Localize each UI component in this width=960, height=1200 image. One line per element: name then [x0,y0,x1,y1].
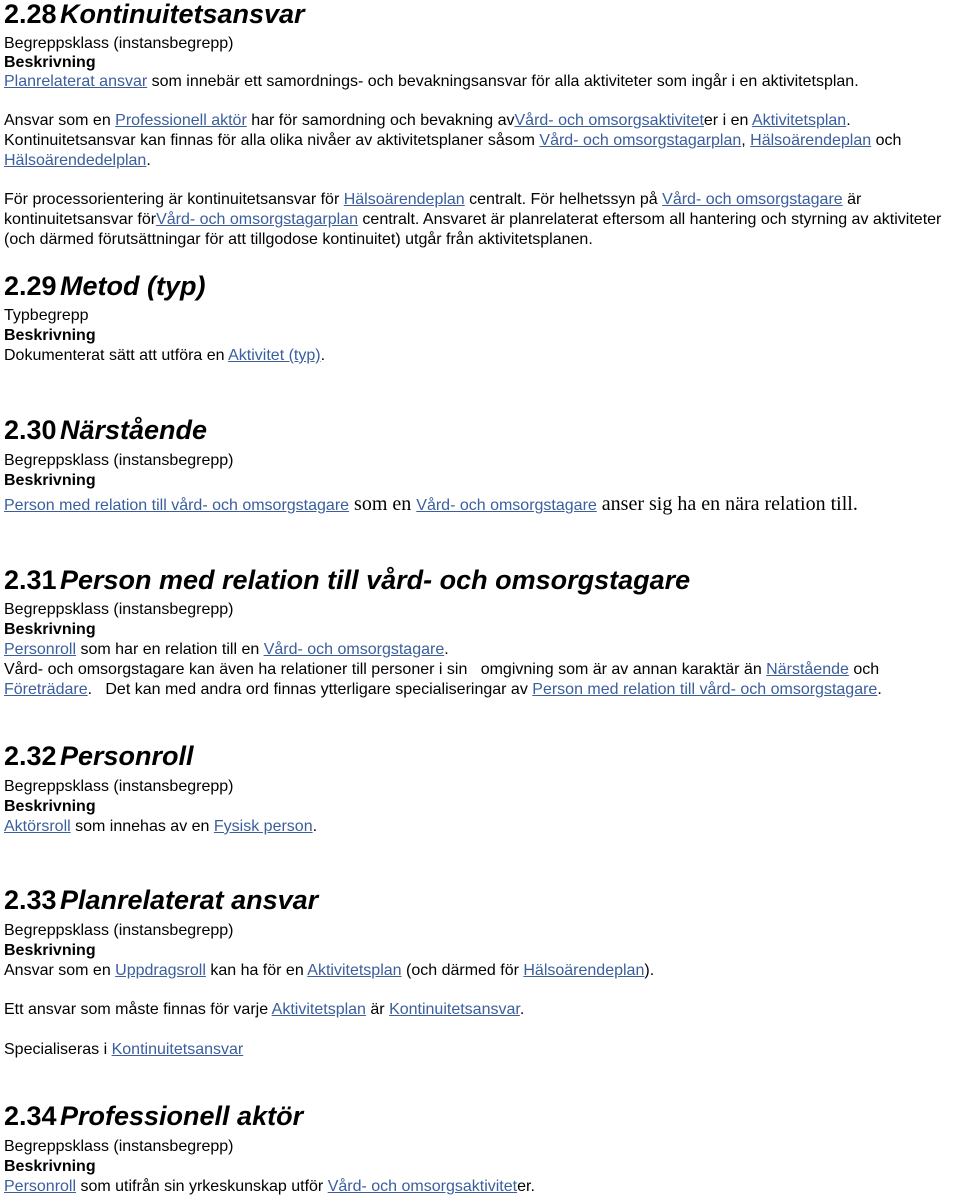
link-kontinuitetsansvar[interactable]: Kontinuitetsansvar [111,1041,244,1058]
concept-class: Begreppsklass (instansbegrepp) [4,778,234,795]
description-label: Beskrivning [4,621,96,638]
link-aktivitet-typ[interactable]: Aktivitet (typ) [228,347,321,364]
link-vard-och-omsorgstagare[interactable]: Vård- och omsorgstagare [263,641,445,658]
description-label: Beskrivning [4,327,96,344]
description-label: Beskrivning [4,54,96,71]
link-personroll[interactable]: Personroll [4,1178,77,1195]
concept-class: Begreppsklass (instansbegrepp) [4,35,234,52]
description-label: Beskrivning [4,942,96,959]
link-halsoarendedelplan[interactable]: Hälsoärendedelplan [4,152,147,169]
link-vard-och-omsorgsaktivitet[interactable]: Vård- och omsorgsaktivitet [514,112,704,129]
link-vard-och-omsorgstagare[interactable]: Vård- och omsorgstagare [662,191,843,208]
link-aktivitetsplan[interactable]: Aktivitetsplan [271,1001,366,1018]
link-aktivitetsplan[interactable]: Aktivitetsplan [307,962,402,979]
link-vard-och-omsorgsaktivitet[interactable]: Vård- och omsorgsaktivitet [327,1178,518,1195]
link-halsoarendeplan[interactable]: Hälsoärendeplan [750,132,872,149]
link-professionell-aktor[interactable]: Professionell aktör [115,112,247,129]
description-label: Beskrivning [4,798,96,815]
description-text: Ett ansvar som måste finnas för varje Aktivitetsplan är Kontinuitetsansvar. [4,1001,525,1018]
description-text: Personroll som utifrån sin yrkeskunskap utför Vård- och omsorgsaktiviteter. [4,1178,535,1195]
link-foretradare[interactable]: Företrädare [4,681,88,698]
description-text: Aktörsroll som innehas av en Fysisk person. [4,818,318,835]
description-label: Beskrivning [4,1158,96,1175]
link-planrelaterat-ansvar[interactable]: Planrelaterat ansvar [4,73,148,90]
link-aktivitetsplan[interactable]: Aktivitetsplan [751,112,847,129]
section-heading-2-28: 2.28 Kontinuitetsansvar [4,0,305,29]
link-vard-och-omsorgstagarplan[interactable]: Vård- och omsorgstagarplan [156,211,358,228]
link-fysisk-person[interactable]: Fysisk person [213,818,313,835]
concept-class: Begreppsklass (instansbegrepp) [4,922,234,939]
link-narstaende[interactable]: Närstående [766,661,849,678]
section-heading-2-34: 2.34 Professionell aktör [4,1101,304,1131]
link-aktorsroll[interactable]: Aktörsroll [4,818,71,835]
section-heading-2-29: 2.29 Metod (typ) [4,271,206,301]
description-text: Person med relation till vård- och omsorgstagare som en Vård- och omsorgstagare anser sig ha en nära relation till. [4,493,858,515]
section-heading-2-33: 2.33 Planrelaterat ansvar [4,885,319,915]
section-heading-2-31: 2.31 Person med relation till vård- och omsorgstagare [4,565,691,595]
link-uppdragsroll[interactable]: Uppdragsroll [115,962,206,979]
link-person-med-relation[interactable]: Person med relation till vård- och omsorgstagare [532,681,878,698]
link-person-med-relation[interactable]: Person med relation till vård- och omsorgstagare [4,497,350,514]
link-vard-och-omsorgstagare[interactable]: Vård- och omsorgstagare [416,497,597,514]
concept-class: Typbegrepp [4,307,89,324]
link-halsoarendeplan[interactable]: Hälsoärendeplan [523,962,645,979]
link-vard-och-omsorgstagarplan[interactable]: Vård- och omsorgstagarplan [539,132,742,149]
link-personroll[interactable]: Personroll [4,641,77,658]
section-heading-2-32: 2.32 Personroll [4,741,194,771]
concept-class: Begreppsklass (instansbegrepp) [4,452,234,469]
link-halsoarendeplan[interactable]: Hälsoärendeplan [343,191,465,208]
concept-class: Begreppsklass (instansbegrepp) [4,601,234,618]
description-paragraph: Vård- och omsorgstagare kan även ha relationer till personer i sin omgivning som är av annan karaktär än Närstående och Företrädare. Det kan med andra ord finnas ytterligare specialiseringar av Person med relation till vård- och omsorgstagare. [4,661,884,698]
description-label: Beskrivning [4,472,96,489]
description-text: Ansvar som en Uppdragsroll kan ha för en Aktivitetsplan (och därmed för Hälsoärendeplan). [4,962,655,979]
description-text: Dokumenterat sätt att utföra en Aktivitet (typ). [4,347,326,364]
section-heading-2-30: 2.30 Närstående [4,415,208,445]
description-text: Specialiseras i Kontinuitetsansvar [4,1041,244,1058]
description-paragraph: För processorientering är kontinuitetsansvar för Hälsoärendeplan centralt. För helhetssyn på Vård- och omsorgstagare är kontinuitetsansvar förVård- och omsorgstagarplan centralt. Ansvaret är planrelaterat eftersom all hantering och styrning av aktiviteter (och därmed förutsättningar för att tillgodose kontinuitet) utgår från aktivitetsplanen. [4,191,942,248]
concept-class: Begreppsklass (instansbegrepp) [4,1138,234,1155]
description-text: Planrelaterat ansvar som innebär ett samordnings- och bevakningsansvar för alla aktiviteter som ingår i en aktivitetsplan. [4,73,859,90]
link-kontinuitetsansvar[interactable]: Kontinuitetsansvar [389,1001,520,1018]
description-text: Personroll som har en relation till en Vård- och omsorgstagare. [4,641,449,658]
description-paragraph: Ansvar som en Professionell aktör har för samordning och bevakning avVård- och omsorgsaktiviteter i en Aktivitetsplan. Kontinuitetsansvar kan finnas för alla olika nivåer av aktivitetsplaner såsom Vård- och omsorgstagarplan, Hälsoärendeplan och Hälsoärendedelplan. [4,112,902,169]
